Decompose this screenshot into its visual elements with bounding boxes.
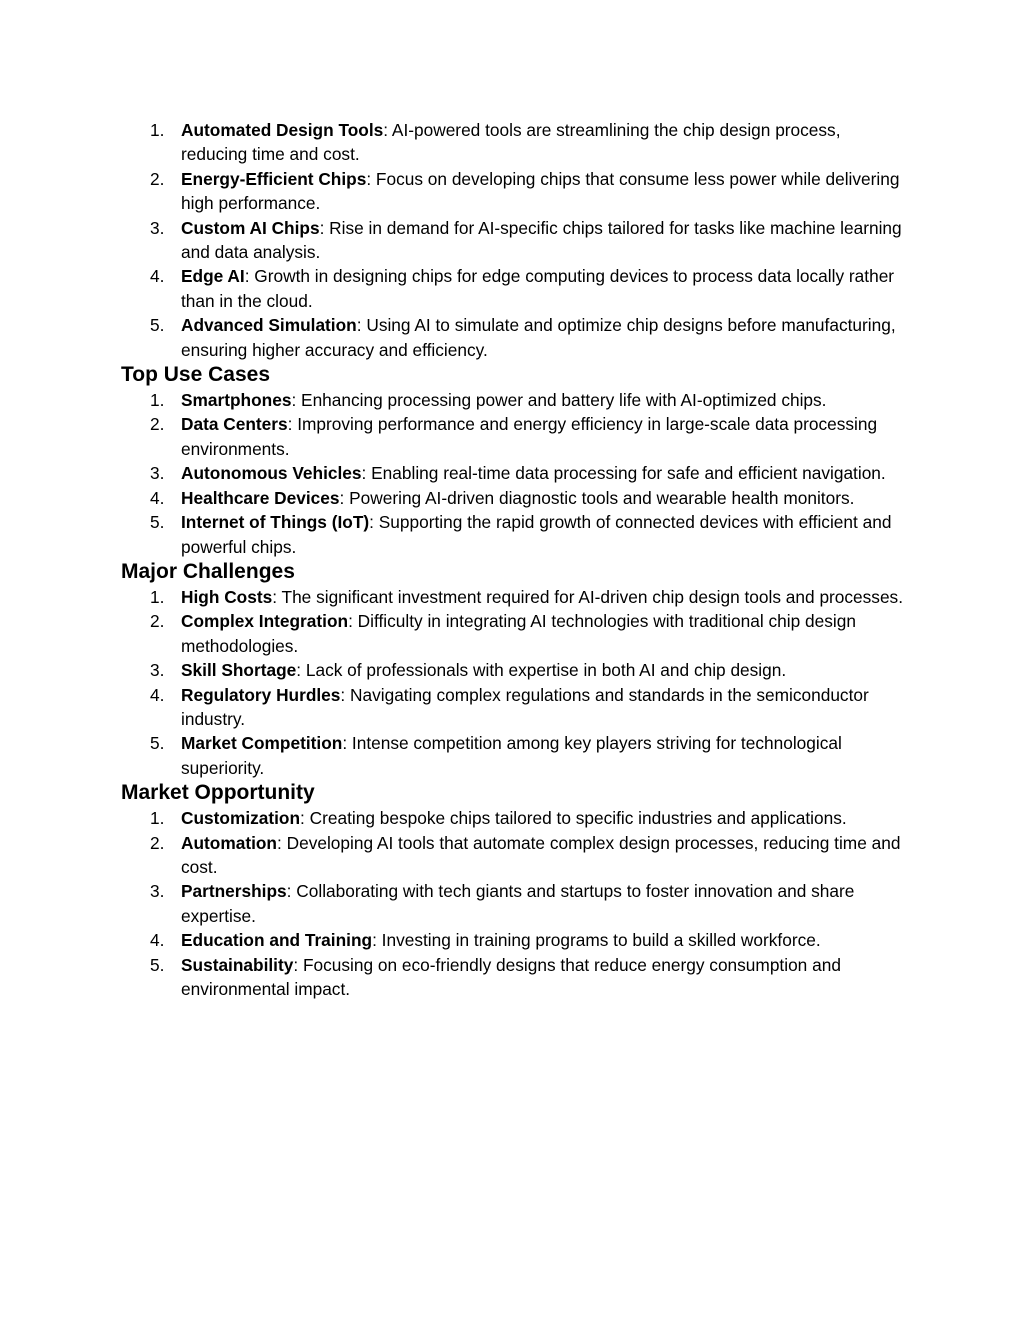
challenges-list [121,585,911,780]
section-heading-market-opportunity: Market Opportunity [121,781,315,805]
item-term: Energy-Efficient Chips [181,168,367,189]
list-item [121,609,911,658]
list-item [121,928,911,952]
item-text: : Focusing on eco-friendly designs that reduce energy consumption and environmental impact. [181,954,841,999]
item-term: Advanced Simulation [181,315,357,336]
list-number: 3. [150,660,165,681]
item-term: Edge AI [181,266,245,287]
item-text: : AI-powered tools are streamlining the chip design process, reducing time and cost. [181,120,841,165]
item-term: Automation [181,832,277,853]
item-term: Smartphones [181,390,292,411]
list-item [121,683,911,732]
item-text: : Enhancing processing power and battery life with AI-optimized chips. [291,390,827,411]
item-term: Autonomous Vehicles [181,463,362,484]
item-text: : Focus on developing chips that consume less power while delivering high performance. [181,168,900,214]
list-number: 2. [150,832,165,853]
list-item [121,167,911,216]
item-term: Custom AI Chips [181,217,320,238]
item-term: Skill Shortage [181,660,297,681]
document-body [121,118,911,1001]
item-text: : Rise in demand for AI-specific chips tailored for tasks like machine learning and data analysis. [181,217,902,263]
list-number: 1. [150,390,165,411]
list-item [121,953,911,1002]
list-item [121,461,911,485]
list-number: 1. [150,120,165,140]
item-term: Internet of Things (IoT) [181,512,370,533]
list-item [121,486,911,510]
item-term: Automated Design Tools [181,120,384,140]
item-term: Customization [181,808,301,829]
list-item [121,388,911,412]
trends-list [121,118,911,362]
item-term: Partnerships [181,881,287,902]
item-text: : Creating bespoke chips tailored to specific industries and applications. [300,808,847,829]
list-number: 3. [150,463,165,484]
use-cases-list [121,388,911,559]
list-item [121,806,911,830]
list-number: 1. [150,808,165,829]
section-heading-top-use-cases: Top Use Cases [121,363,270,387]
list-number: 4. [150,930,165,951]
item-text: : Using AI to simulate and optimize chip designs before manufacturing, ensuring higher accuracy and efficiency. [181,315,896,360]
item-text: : Supporting the rapid growth of connected devices with efficient and powerful chips. [181,512,892,557]
item-term: Complex Integration [181,611,349,632]
list-item [121,216,911,265]
list-item [121,731,911,780]
item-term: Data Centers [181,414,288,435]
item-text: : Investing in training programs to build a skilled workforce. [372,930,821,951]
list-item [121,412,911,461]
item-term: High Costs [181,586,273,607]
list-number: 1. [150,586,165,607]
list-number: 5. [150,954,165,975]
list-number: 2. [150,168,165,189]
list-item [121,313,911,362]
list-item [121,831,911,880]
list-number: 3. [150,881,165,902]
item-text: : Enabling real-time data processing for safe and efficient navigation. [361,463,886,484]
item-term: Sustainability [181,954,294,975]
opportunity-list [121,806,911,1001]
list-number: 4. [150,684,165,705]
list-number: 4. [150,487,165,508]
item-text: : Powering AI-driven diagnostic tools and wearable health monitors. [339,487,855,508]
list-item [121,879,911,928]
list-item [121,510,911,559]
item-text: : Difficulty in integrating AI technologies with traditional chip design methodologies. [181,611,856,656]
list-item [121,264,911,313]
list-number: 2. [150,611,165,632]
item-text: : Navigating complex regulations and standards in the semiconductor industry. [181,684,869,729]
item-term: Market Competition [181,733,343,754]
list-number: 4. [150,266,165,287]
list-item [121,585,911,609]
item-term: Regulatory Hurdles [181,684,341,705]
list-number: 3. [150,217,165,238]
list-item [121,118,911,167]
item-text: : The significant investment required for AI-driven chip design tools and processes. [272,586,904,607]
list-number: 5. [150,315,165,336]
item-term: Healthcare Devices [181,487,340,508]
item-text: : Developing AI tools that automate complex design processes, reducing time and cost. [181,832,901,877]
item-text: : Collaborating with tech giants and startups to foster innovation and share expertise. [181,881,855,926]
item-text: : Intense competition among key players striving for technological superiority. [181,733,842,778]
list-number: 5. [150,512,165,533]
list-number: 2. [150,414,165,435]
section-heading-major-challenges: Major Challenges [121,559,295,583]
list-number: 5. [150,733,165,754]
item-text: : Lack of professionals with expertise in both AI and chip design. [296,660,787,681]
item-text: : Growth in designing chips for edge computing devices to process data locally rather than in the cloud. [181,266,895,311]
list-item [121,658,911,682]
item-term: Education and Training [181,930,373,951]
item-text: : Improving performance and energy efficiency in large-scale data processing environments. [181,414,878,459]
